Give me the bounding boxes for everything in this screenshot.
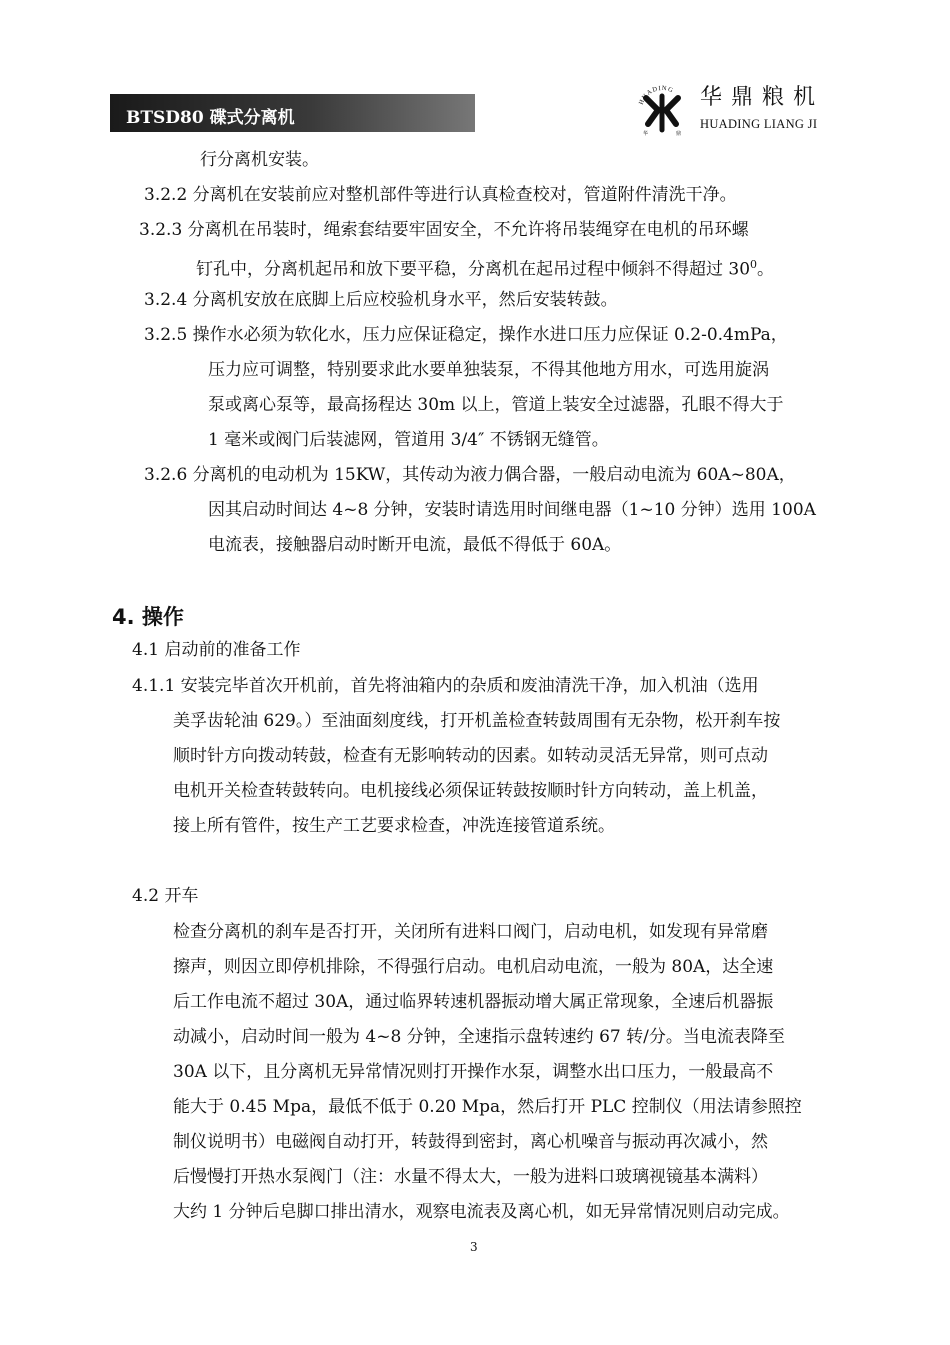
svg-text:华: 华 — [643, 131, 649, 136]
svg-text:鼎: 鼎 — [676, 131, 682, 136]
text-line: 3.2.4 分离机安放在底脚上后应校验机身水平，然后安装转鼓。 — [144, 290, 618, 310]
text-line: 1 毫米或阀门后装滤网，管道用 3/4″ 不锈钢无缝管。 — [208, 430, 609, 450]
brand-name-en: HUADING LIANG JI — [700, 117, 818, 131]
text-line: 后慢慢打开热水泵阀门（注：水量不得太大，一般为进料口玻璃视镜基本满料） — [173, 1167, 768, 1187]
svg-text:HUADING: HUADING — [637, 84, 675, 106]
text-line: 能大于 0.45 Mpa，最低不低于 0.20 Mpa，然后打开 PLC 控制仪（用法请参照控 — [173, 1097, 802, 1117]
text-line: 4.1.1 安装完毕首次开机前，首先将油箱内的杂质和废油清洗干净，加入机油（选用 — [132, 676, 759, 696]
text-line-main: 钉孔中，分离机起吊和放下要平稳，分离机在起吊过程中倾斜不得超过 30 — [196, 259, 751, 280]
header-title-bar — [110, 94, 475, 132]
text-line: 接上所有管件，按生产工艺要求检查，冲洗连接管道系统。 — [173, 816, 615, 836]
section-heading: 4. 操作 — [112, 605, 184, 629]
text-line: 检查分离机的刹车是否打开，关闭所有进料口阀门，启动电机，如发现有异常磨 — [173, 922, 768, 942]
text-line: 因其启动时间达 4~8 分钟，安装时请选用时间继电器（1~10 分钟）选用 100A — [208, 500, 816, 520]
text-line: 30A 以下，且分离机无异常情况则打开操作水泵，调整水出口压力，一般最高不 — [173, 1062, 774, 1082]
brand-name-cn: 华鼎粮机 — [700, 85, 825, 110]
text-line: 行分离机安装。 — [200, 150, 319, 170]
text-line: 泵或离心泵等，最高扬程达 30m 以上，管道上装安全过滤器，孔眼不得大于 — [208, 395, 784, 415]
text-line: 后工作电流不超过 30A，通过临界转速机器振动增大属正常现象，全速后机器振 — [173, 992, 774, 1012]
text-line: 动减小，启动时间一般为 4~8 分钟，全速指示盘转速约 67 转/分。当电流表降至 — [173, 1027, 785, 1047]
text-line: 顺时针方向拨动转鼓，检查有无影响转动的因素。如转动灵活无异常，则可点动 — [173, 746, 768, 766]
text-line: 擦声，则因立即停机排除，不得强行启动。电机启动电流，一般为 80A，达全速 — [173, 957, 774, 977]
text-line: 电机开关检查转鼓转向。电机接线必须保证转鼓按顺时针方向转动，盖上机盖， — [173, 781, 768, 801]
company-logo-icon — [634, 80, 690, 136]
page-number: 3 — [470, 1240, 478, 1254]
text-line: 3.2.5 操作水必须为软化水，压力应保证稳定，操作水进口压力应保证 0.2-0.4mPa， — [144, 325, 788, 345]
text-line: 压力应可调整，特别要求此水要单独装泵，不得其他地方用水，可选用旋涡 — [208, 360, 769, 380]
text-line: 电流表，接触器启动时断开电流，最低不得低于 60A。 — [208, 535, 622, 555]
text-line: 大约 1 分钟后皂脚口排出清水，观察电流表及离心机，如无异常情况则启动完成。 — [173, 1202, 790, 1222]
text-line: 美孚齿轮油 629。）至油面刻度线，打开机盖检查转鼓周围有无杂物，松开刹车按 — [173, 711, 781, 731]
subsection-heading: 4.1 启动前的准备工作 — [132, 640, 301, 660]
text-line: 3.2.2 分离机在安装前应对整机部件等进行认真检查校对，管道附件清洗干净。 — [144, 185, 737, 205]
degree-superscript: 0 — [750, 258, 758, 271]
text-line: 制仪说明书）电磁阀自动打开，转鼓得到密封，离心机噪音与振动再次减小，然 — [173, 1132, 768, 1152]
document-title: BTSD80 碟式分离机 — [126, 108, 295, 128]
subsection-heading: 4.2 开车 — [132, 886, 199, 906]
text-line — [196, 255, 774, 280]
text-line-tail: 。 — [757, 259, 775, 280]
text-line: 3.2.6 分离机的电动机为 15KW，其传动为液力偶合器，一般启动电流为 60A~80A， — [144, 465, 796, 485]
text-line: 3.2.3 分离机在吊装时，绳索套结要牢固安全，不允许将吊装绳穿在电机的吊环螺 — [139, 220, 749, 240]
